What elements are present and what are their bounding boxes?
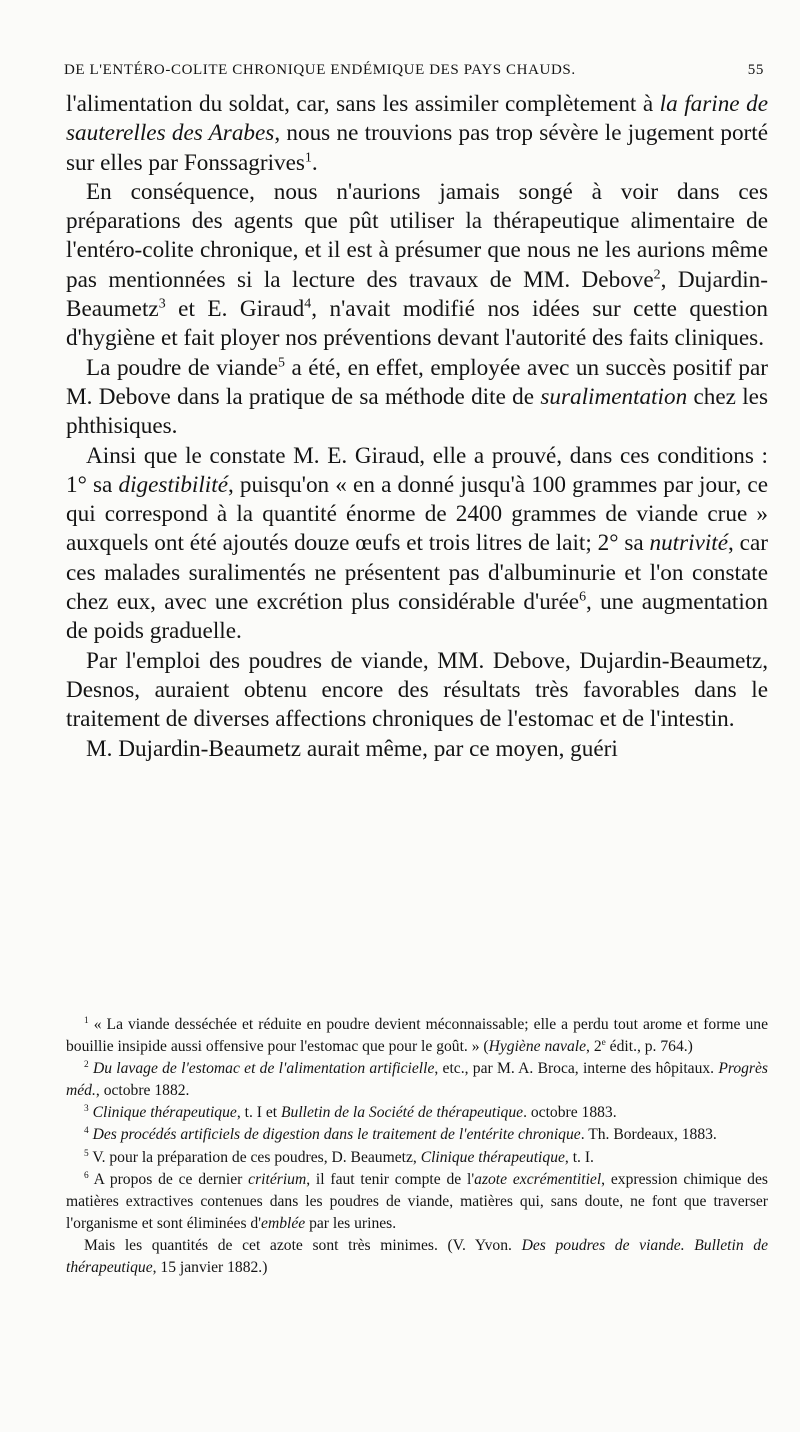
footnote-ref: 6: [579, 589, 587, 605]
paragraph-6: M. Dujardin-Beaumetz aurait même, par ce moyen, guéri: [86, 735, 618, 762]
paragraph-4: Ainsi que le constate M. E. Giraud, elle a prouvé, dans ces conditions : 1° sa digestibilité, puisqu'on « en a donné jusqu'à 100 grammes par jour, ce qui correspond à la quantité énorme de 2400 grammes de viande crue » auxquels ont été ajoutés douze œufs et trois litres de lait; 2° sa nutrivité, car ces malades suralimentés ne présentent pas d'albuminurie et l'on constate chez eux, avec une excrétion plus considérable d'urée$^6$, une augmentation de poids graduelle.: [66, 442, 769, 645]
footnote-6-continued: Mais les quantités de cet azote sont très minimes. (V. Yvon. Des poudres de viande. Bulletin de thérapeutique, 15 janvier 1882.): [66, 1236, 768, 1277]
paragraph-1: l'alimentation du soldat, car, sans les assimiler complètement à la farine de sauterelles des Arabes, nous ne trouvions pas trop sévère le jugement porté sur elles par Fonssagrives$^1$.: [66, 91, 768, 176]
footnote-ref: 4: [304, 296, 312, 312]
footnote-ref: 5: [278, 354, 285, 370]
footnotes: [66, 1014, 768, 1279]
paragraph-5: Par l'emploi des poudres de viande, MM. Debove, Dujardin-Beaumetz, Desnos, auraient obtenu encore des résultats très favorables dans le traitement de diverses affections chroniques de l'estomac et de l'intestin.: [66, 647, 768, 733]
footnote-3: $^3$ Clinique thérapeutique, t. I et Bulletin de la Société de thérapeutique. octobre 1883.: [84, 1104, 617, 1122]
footnote-1: $^1$ « La viande desséchée et réduite en poudre devient méconnaissable; elle a perdu tout arome et forme une bouillie insipide aussi offensive pour l'estomac que pour le goût. » (Hygiène navale, 2e édit., p. 764.): [66, 1015, 768, 1056]
running-header: [64, 62, 764, 79]
footnote-6: $^6$ A propos de ce dernier critérium, il faut tenir compte de l'azote excrémentitiel, expression chimique des matières extractives contenues dans les poudres de viande, matières qui, sans doute, ne font que traverser l'organisme et sont éliminées d'emblée par les urines.: [66, 1170, 768, 1232]
footnote-ref: 1: [304, 149, 312, 165]
paragraph-2: En conséquence, nous n'aurions jamais songé à voir dans ces préparations des agents que pût utiliser la thérapeutique alimentaire de l'entéro-colite chronique, et il est à présumer que nous ne les aurions même pas mentionnées si la lecture des travaux de MM. Debove$^2$, Dujardin-Beaumetz$^3$ et E. Giraud$^4$, n'avait modifié nos idées sur cette question d'hygiène et fait ployer nos préventions devant l'autorité des faits cliniques.: [66, 178, 768, 352]
page-number: 55: [747, 62, 764, 78]
footnote-2: $^2$ Du lavage de l'estomac et de l'alimentation artificielle, etc., par M. A. Broca, interne des hôpitaux. Progrès méd., octobre 1882.: [66, 1060, 768, 1100]
paragraph-3: La poudre de viande$^5$ a été, en effet, employée avec un succès positif par M. Debove dans la pratique de sa méthode dite de suralimentation chez les phthisiques.: [66, 354, 768, 440]
footnote-ref: 2: [653, 267, 661, 283]
running-title: DE L'ENTÉRO-COLITE CHRONIQUE ENDÉMIQUE DES PAYS CHAUDS.: [64, 62, 576, 78]
footnote-4: $^4$ Des procédés artificiels de digestion dans le traitement de l'entérite chronique. Th. Bordeaux, 1883.: [84, 1126, 717, 1144]
main-text: [66, 90, 768, 764]
footnote-ref: 3: [158, 296, 166, 312]
footnote-5: $^5$ V. pour la préparation de ces poudres, D. Beaumetz, Clinique thérapeutique, t. I.: [84, 1148, 594, 1166]
